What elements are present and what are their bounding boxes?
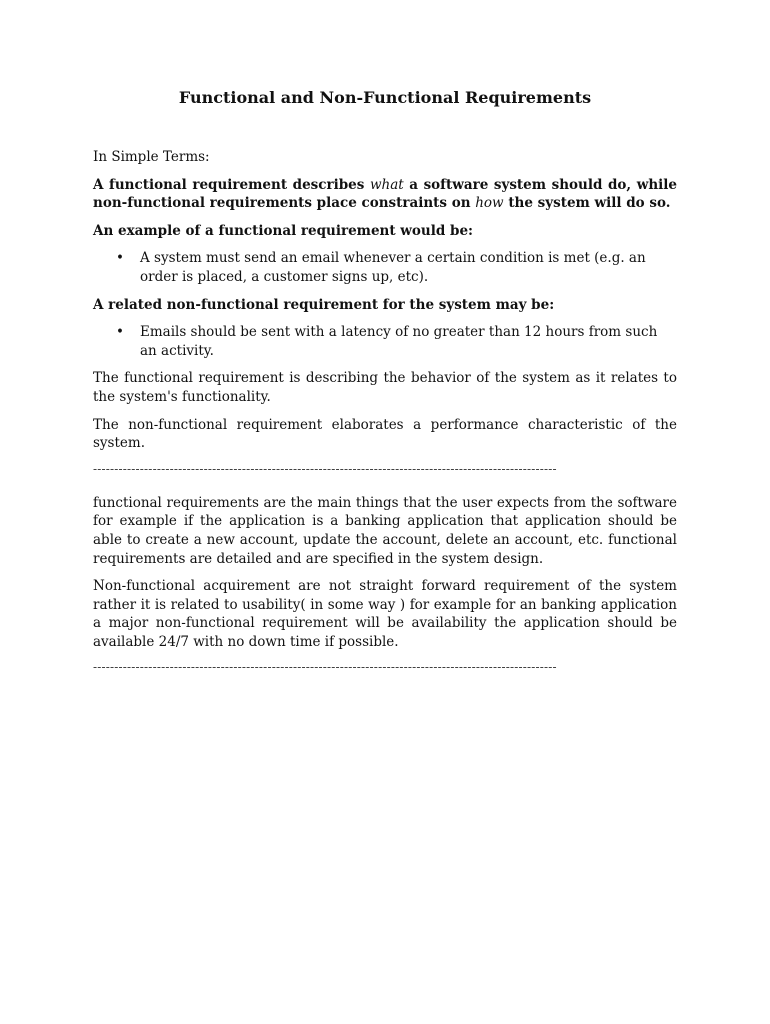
list-item [93, 249, 677, 286]
functional-example-list [93, 249, 677, 286]
list-item [93, 323, 677, 360]
functional-example-heading: An example of a functional requirement would be: [93, 222, 474, 239]
nonfunctional-example-list [93, 323, 677, 360]
nonfunctional-paragraph: Non-functional acquirement are not straight forward requirement of the system rather it is related to usability( in some way ) for example for an banking application a major non-functional requirement will be availability the application should be available 24/7 with no down time if possible. [93, 578, 677, 650]
definition-text-1: A functional requirement describes [93, 176, 370, 193]
definition-text-2: a software system should do, while non-functional requirements place constraints on [93, 176, 677, 212]
functional-explanation: The functional requirement is describing the behavior of the system as it relates to the system's functionality. [93, 370, 677, 405]
functional-paragraph: functional requirements are the main things that the user expects from the software for example if the application is a banking application that application should be able to create a new account, update the account, delete an account, etc. functional requirements are detailed and are specified in the system design. [93, 494, 677, 567]
dashed-separator-bottom: ------------------------------------------------------------------------------------------------------------- [93, 660, 557, 675]
nonfunctional-example-text: Emails should be sent with a latency of no greater than 12 hours from such an activity. [140, 324, 658, 359]
intro-label: In Simple Terms: [93, 149, 210, 165]
document-title: Functional and Non-Functional Requirements [178, 88, 592, 107]
bullet-icon: • [116, 324, 124, 341]
nonfunctional-explanation: The non-functional requirement elaborates a performance characteristic of the system. [93, 416, 677, 452]
document-content [93, 148, 677, 692]
nonfunctional-example-heading: A related non-functional requirement for the system may be: [93, 296, 555, 313]
definition-italic-what: what [369, 176, 404, 193]
bullet-icon: • [116, 250, 124, 267]
definition-italic-how: how [475, 195, 504, 212]
dashed-separator: ------------------------------------------------------------------------------------------------------------- [93, 461, 557, 476]
functional-example-text: A system must send an email whenever a certain condition is met (e.g. an order is placed, a customer signs up, etc). [140, 250, 646, 285]
definition-paragraph [93, 176, 677, 213]
definition-text-3: the system will do so. [503, 195, 671, 212]
